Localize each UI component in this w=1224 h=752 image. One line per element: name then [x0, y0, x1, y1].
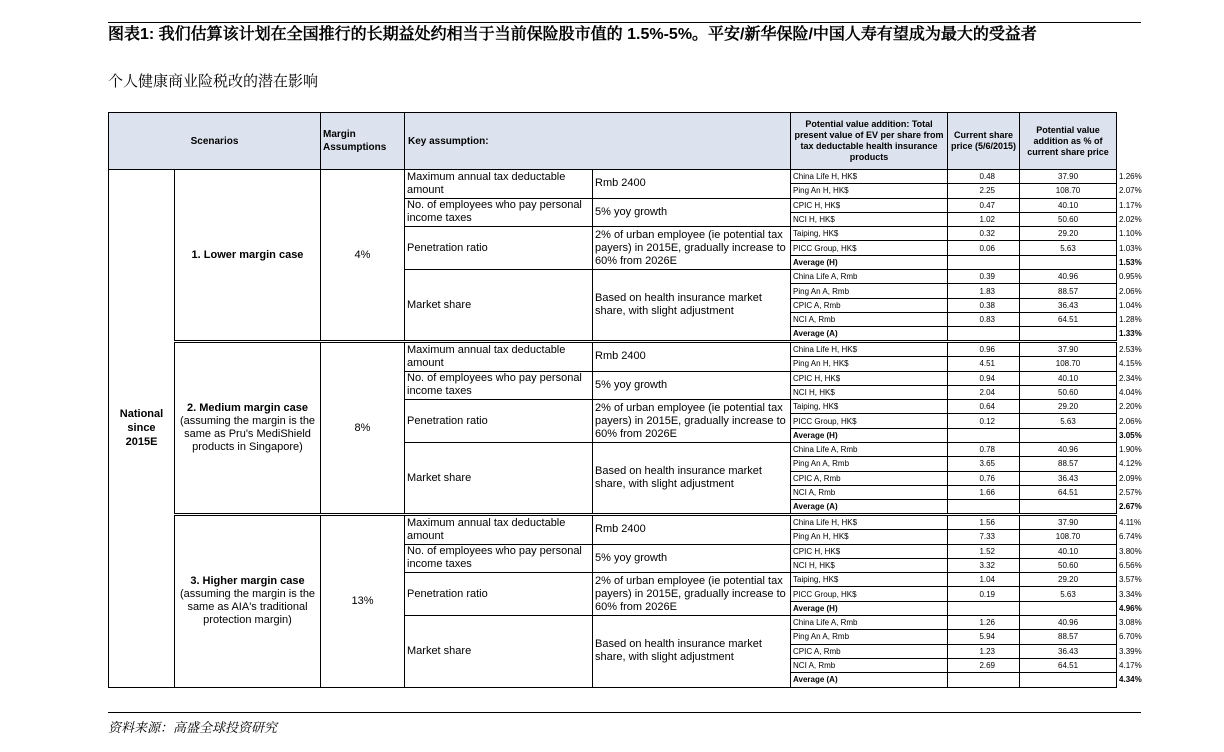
assumption-label: No. of employees who pay personal income taxes [405, 198, 593, 227]
share-price: 50.60 [1020, 558, 1117, 572]
assumption-value: 2% of urban employee (ie potential tax payers) in 2015E, gradually increase to 60% from 2026E [593, 400, 791, 443]
scenario-label [175, 342, 321, 515]
table-row: Average (A) 4.34% [109, 673, 1117, 687]
stock-name: Ping An A, Rmb [791, 284, 948, 298]
share-price: 40.96 [1020, 270, 1117, 284]
pv-value: 0.06 [948, 241, 1020, 255]
assumption-value: 2% of urban employee (ie potential tax payers) in 2015E, gradually increase to 60% from 2026E [593, 573, 791, 616]
table-row: CPIC A, Rmb 1.23 36.43 3.39% [109, 644, 1117, 658]
stock-name: CPIC H, HK$ [791, 544, 948, 558]
share-price: 64.51 [1020, 485, 1117, 499]
header-scenarios: Scenarios [109, 113, 321, 170]
stock-name: Ping An H, HK$ [791, 357, 948, 371]
share-price [1020, 673, 1117, 687]
stock-name: PICC Group, HK$ [791, 414, 948, 428]
assumption-value: 5% yoy growth [593, 544, 791, 573]
share-price: 88.57 [1020, 630, 1117, 644]
table-header-row [109, 113, 1117, 170]
share-price: 40.10 [1020, 544, 1117, 558]
scenario-name: 2. Medium margin case [186, 402, 309, 415]
table-row: Ping An H, HK$ 4.51 108.70 4.15% [109, 357, 1117, 371]
pv-value [948, 673, 1020, 687]
margin-value: 8% [321, 342, 405, 515]
margin-value: 4% [321, 170, 405, 342]
national-label: National since 2015E [109, 170, 175, 688]
stock-name: China Life H, HK$ [791, 170, 948, 184]
table-row: NCI A, Rmb 0.83 64.51 1.28% [109, 312, 1117, 326]
header-pct-of-price: Potential value addition as % of current share price [1020, 113, 1117, 170]
table-row: PICC Group, HK$ 0.19 5.63 3.34% [109, 587, 1117, 601]
pv-value: 1.83 [948, 284, 1020, 298]
stock-name: PICC Group, HK$ [791, 241, 948, 255]
pv-value: 5.94 [948, 630, 1020, 644]
scenario-name: 3. Higher margin case [190, 575, 305, 588]
share-price: 40.96 [1020, 443, 1117, 457]
assumption-value: Rmb 2400 [593, 342, 791, 371]
pv-value: 0.78 [948, 443, 1020, 457]
assumption-label: Penetration ratio [405, 400, 593, 443]
share-price: 37.90 [1020, 515, 1117, 530]
share-price [1020, 255, 1117, 269]
stock-name: China Life H, HK$ [791, 342, 948, 357]
average-label: Average (H) [791, 601, 948, 615]
stock-name: CPIC A, Rmb [791, 471, 948, 485]
pv-value: 0.12 [948, 414, 1020, 428]
table-row: PICC Group, HK$ 0.12 5.63 2.06% [109, 414, 1117, 428]
share-price: 36.43 [1020, 471, 1117, 485]
share-price: 88.57 [1020, 457, 1117, 471]
assumption-label: Penetration ratio [405, 227, 593, 270]
pv-value: 1.23 [948, 644, 1020, 658]
stock-name: Ping An A, Rmb [791, 457, 948, 471]
assumption-label: Maximum annual tax deductable amount [405, 342, 593, 371]
table-row: Ping An A, Rmb 5.94 88.57 6.70% [109, 630, 1117, 644]
share-price: 29.20 [1020, 227, 1117, 241]
pv-value [948, 601, 1020, 615]
table-row: Average (H) 3.05% [109, 428, 1117, 442]
table-row: Market share Based on health insurance market share, with slight adjustment China Life A, Rmb 1.26 40.96 3.08% [109, 616, 1117, 630]
pv-value [948, 428, 1020, 442]
pv-value: 1.26 [948, 616, 1020, 630]
stock-name: NCI H, HK$ [791, 558, 948, 572]
assumption-label: Market share [405, 616, 593, 687]
stock-name: NCI A, Rmb [791, 485, 948, 499]
stock-name: Ping An H, HK$ [791, 184, 948, 198]
share-price: 5.63 [1020, 414, 1117, 428]
table-row: Ping An H, HK$ 2.25 108.70 2.07% [109, 184, 1117, 198]
table-row: NCI A, Rmb 1.66 64.51 2.57% [109, 485, 1117, 499]
share-price: 64.51 [1020, 658, 1117, 672]
share-price: 37.90 [1020, 170, 1117, 184]
stock-name: NCI H, HK$ [791, 385, 948, 399]
stock-name: Ping An A, Rmb [791, 630, 948, 644]
stock-name: CPIC H, HK$ [791, 371, 948, 385]
pv-value: 0.19 [948, 587, 1020, 601]
pv-value: 0.39 [948, 270, 1020, 284]
scenario-label [175, 515, 321, 687]
stock-name: Taiping, HK$ [791, 400, 948, 414]
pv-value: 2.25 [948, 184, 1020, 198]
pv-value: 1.52 [948, 544, 1020, 558]
top-rule [108, 22, 1141, 23]
share-price: 50.60 [1020, 385, 1117, 399]
table-row: 3. Higher margin case (assuming the margin is the same as AIA's traditional protection margin) 13% Maximum annual tax deductable amount Rmb 2400 China Life H, HK$ 1.56 37.90 4.11% [109, 515, 1117, 530]
scenario-label [175, 170, 321, 342]
pv-value: 0.47 [948, 198, 1020, 212]
bottom-rule [108, 712, 1141, 713]
stock-name: NCI A, Rmb [791, 312, 948, 326]
assumption-value: 5% yoy growth [593, 371, 791, 400]
stock-name: Taiping, HK$ [791, 573, 948, 587]
assumption-label: Maximum annual tax deductable amount [405, 170, 593, 199]
assumption-value: Rmb 2400 [593, 170, 791, 199]
pv-value: 3.32 [948, 558, 1020, 572]
stock-name: China Life A, Rmb [791, 616, 948, 630]
assumption-value: Based on health insurance market share, with slight adjustment [593, 443, 791, 515]
stock-name: NCI A, Rmb [791, 658, 948, 672]
assumption-value: Based on health insurance market share, with slight adjustment [593, 270, 791, 342]
scenario-description: (assuming the margin is the same as AIA's traditional protection margin) [179, 588, 316, 627]
assumption-value: Rmb 2400 [593, 515, 791, 544]
pv-value: 0.32 [948, 227, 1020, 241]
share-price: 108.70 [1020, 357, 1117, 371]
table-row: No. of employees who pay personal income taxes 5% yoy growth CPIC H, HK$ 0.94 40.10 2.34% [109, 371, 1117, 385]
share-price: 40.10 [1020, 371, 1117, 385]
share-price: 40.96 [1020, 616, 1117, 630]
pv-value: 3.65 [948, 457, 1020, 471]
assumption-label: Penetration ratio [405, 573, 593, 616]
pv-value: 2.04 [948, 385, 1020, 399]
average-label: Average (A) [791, 500, 948, 515]
assumption-value: Based on health insurance market share, with slight adjustment [593, 616, 791, 687]
table-row: Average (H) 1.53% [109, 255, 1117, 269]
assumption-label: Market share [405, 270, 593, 342]
average-label: Average (H) [791, 428, 948, 442]
share-price: 36.43 [1020, 644, 1117, 658]
stock-name: CPIC A, Rmb [791, 298, 948, 312]
table-row: Ping An A, Rmb 3.65 88.57 4.12% [109, 457, 1117, 471]
assumption-label: No. of employees who pay personal income taxes [405, 371, 593, 400]
pv-value: 1.02 [948, 212, 1020, 226]
table-row: CPIC A, Rmb 0.76 36.43 2.09% [109, 471, 1117, 485]
table-row: NCI H, HK$ 1.02 50.60 2.02% [109, 212, 1117, 226]
pv-value: 7.33 [948, 530, 1020, 544]
stock-name: China Life A, Rmb [791, 443, 948, 457]
pv-value: 0.83 [948, 312, 1020, 326]
table-row: PICC Group, HK$ 0.06 5.63 1.03% [109, 241, 1117, 255]
table-row: 2. Medium margin case (assuming the margin is the same as Pru's MediShield products in Singapore) 8% Maximum annual tax deductable amount Rmb 2400 China Life H, HK$ 0.96 37.90 2.53% [109, 342, 1117, 357]
table-row: Average (A) 1.33% [109, 327, 1117, 342]
stock-name: NCI H, HK$ [791, 212, 948, 226]
share-price: 108.70 [1020, 530, 1117, 544]
share-price: 50.60 [1020, 212, 1117, 226]
header-potential-value: Potential value addition: Total present value of EV per share from tax deductable health insurance products [791, 113, 948, 170]
pv-value: 0.94 [948, 371, 1020, 385]
table-row: Ping An A, Rmb 1.83 88.57 2.06% [109, 284, 1117, 298]
share-price: 64.51 [1020, 312, 1117, 326]
share-price: 36.43 [1020, 298, 1117, 312]
table-row: No. of employees who pay personal income taxes 5% yoy growth CPIC H, HK$ 1.52 40.10 3.80% [109, 544, 1117, 558]
pv-value [948, 327, 1020, 342]
table-row: Average (H) 4.96% [109, 601, 1117, 615]
pv-value: 0.64 [948, 400, 1020, 414]
assumption-label: No. of employees who pay personal income taxes [405, 544, 593, 573]
share-price: 5.63 [1020, 587, 1117, 601]
impact-table [108, 112, 1142, 688]
assumption-value: 2% of urban employee (ie potential tax payers) in 2015E, gradually increase to 60% from 2026E [593, 227, 791, 270]
header-key-assumption: Key assumption: [405, 113, 791, 170]
pv-value: 0.48 [948, 170, 1020, 184]
pv-value: 4.51 [948, 357, 1020, 371]
stock-name: China Life H, HK$ [791, 515, 948, 530]
average-label: Average (H) [791, 255, 948, 269]
stock-name: Ping An H, HK$ [791, 530, 948, 544]
table-row: CPIC A, Rmb 0.38 36.43 1.04% [109, 298, 1117, 312]
share-price: 29.20 [1020, 400, 1117, 414]
table-row: No. of employees who pay personal income taxes 5% yoy growth CPIC H, HK$ 0.47 40.10 1.17% [109, 198, 1117, 212]
table-body [109, 170, 1142, 688]
pv-value: 1.66 [948, 485, 1020, 499]
table-row: Market share Based on health insurance market share, with slight adjustment China Life A, Rmb 0.39 40.96 0.95% [109, 270, 1117, 284]
share-price [1020, 500, 1117, 515]
table-row: Market share Based on health insurance market share, with slight adjustment China Life A, Rmb 0.78 40.96 1.90% [109, 443, 1117, 457]
header-margin: Margin Assumptions [321, 113, 405, 170]
table-row: NCI H, HK$ 3.32 50.60 6.56% [109, 558, 1117, 572]
pv-value: 0.96 [948, 342, 1020, 357]
table-row: NCI H, HK$ 2.04 50.60 4.04% [109, 385, 1117, 399]
scenario-description: (assuming the margin is the same as Pru's MediShield products in Singapore) [179, 415, 316, 454]
stock-name: Taiping, HK$ [791, 227, 948, 241]
average-label: Average (A) [791, 327, 948, 342]
pv-value [948, 500, 1020, 515]
header-share-price: Current share price (5/6/2015) [948, 113, 1020, 170]
share-price: 29.20 [1020, 573, 1117, 587]
stock-name: CPIC A, Rmb [791, 644, 948, 658]
pv-value: 1.04 [948, 573, 1020, 587]
scenario-name: 1. Lower margin case [191, 248, 304, 261]
share-price [1020, 327, 1117, 342]
share-price: 40.10 [1020, 198, 1117, 212]
page-title: 图表1: 我们估算该计划在全国推行的长期益处约相当于当前保险股市值的 1.5%-5%。平安/新华保险/中国人寿有望成为最大的受益者 [108, 26, 1037, 43]
table-row: Ping An H, HK$ 7.33 108.70 6.74% [109, 530, 1117, 544]
table-row: Penetration ratio 2% of urban employee (ie potential tax payers) in 2015E, gradually increase to 60% from 2026E Taiping, HK$ 0.32 29.20 1.10% [109, 227, 1117, 241]
assumption-value: 5% yoy growth [593, 198, 791, 227]
stock-name: PICC Group, HK$ [791, 587, 948, 601]
page-subtitle: 个人健康商业险税改的潜在影响 [108, 73, 319, 90]
table-row: Average (A) 2.67% [109, 500, 1117, 515]
stock-name: China Life A, Rmb [791, 270, 948, 284]
table-row: National since 2015E 1. Lower margin case 4% Maximum annual tax deductable amount Rmb 2400 China Life H, HK$ 0.48 37.90 1.26% [109, 170, 1117, 184]
table-row: Penetration ratio 2% of urban employee (ie potential tax payers) in 2015E, gradually increase to 60% from 2026E Taiping, HK$ 1.04 29.20 3.57% [109, 573, 1117, 587]
pv-value: 2.69 [948, 658, 1020, 672]
average-label: Average (A) [791, 673, 948, 687]
stock-name: CPIC H, HK$ [791, 198, 948, 212]
table-row: NCI A, Rmb 2.69 64.51 4.17% [109, 658, 1117, 672]
share-price: 37.90 [1020, 342, 1117, 357]
share-price: 88.57 [1020, 284, 1117, 298]
pv-value: 0.38 [948, 298, 1020, 312]
pv-value: 0.76 [948, 471, 1020, 485]
source-note: 资料来源：高盛全球投资研究 [108, 720, 278, 735]
table-row: Penetration ratio 2% of urban employee (ie potential tax payers) in 2015E, gradually increase to 60% from 2026E Taiping, HK$ 0.64 29.20 2.20% [109, 400, 1117, 414]
share-price: 108.70 [1020, 184, 1117, 198]
assumption-label: Maximum annual tax deductable amount [405, 515, 593, 544]
share-price [1020, 428, 1117, 442]
share-price: 5.63 [1020, 241, 1117, 255]
pv-value: 1.56 [948, 515, 1020, 530]
pv-value [948, 255, 1020, 269]
assumption-label: Market share [405, 443, 593, 515]
margin-value: 13% [321, 515, 405, 687]
share-price [1020, 601, 1117, 615]
